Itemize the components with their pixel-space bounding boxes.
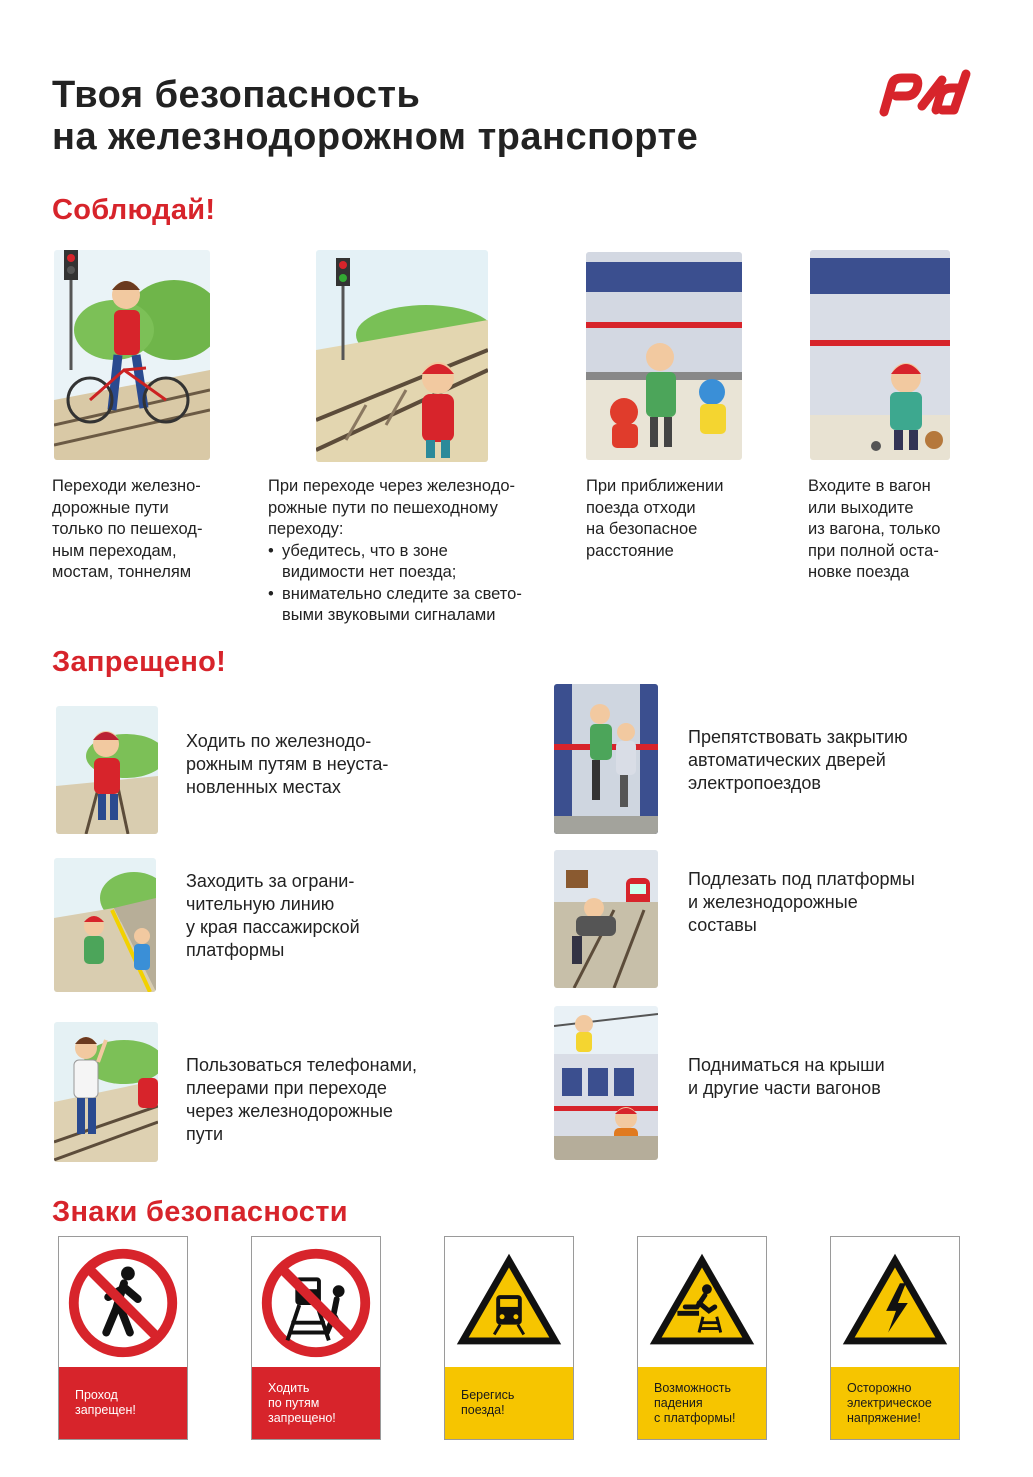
no-pedestrian-icon <box>59 1237 187 1367</box>
page-title <box>52 74 812 158</box>
forbidden-text-2: Препятствовать закрытию автоматических дверей электропоездов <box>688 727 908 793</box>
sign-label-5: Осторожно электрическое напряжение! <box>831 1367 959 1439</box>
observe-caption-2-bullets <box>268 541 564 627</box>
forbidden-text-3: Заходить за ограни- чительную линию у края пассажирской платформы <box>186 871 360 960</box>
forbidden-text-5: Пользоваться телефонами, плеерами при переходе через железнодорожные пути <box>186 1055 418 1144</box>
observe-caption-4 <box>808 476 1008 584</box>
climbing-wagon-roof-illustration <box>554 1006 658 1160</box>
train-warning-icon <box>445 1237 573 1367</box>
forbidden-heading: Запрещено! <box>52 646 227 678</box>
blocking-doors-illustration <box>554 684 658 834</box>
sign-label-4: Возможность падения с платформы! <box>638 1367 766 1439</box>
sign-fall-from-platform <box>637 1236 767 1440</box>
forbidden-text-4: Подлезать под платформы и железнодорожные составы <box>688 869 915 935</box>
observe-caption-1 <box>52 476 252 584</box>
title-line-2: на железнодорожном транспорте <box>52 116 699 158</box>
observe-caption-2-intro: При переходе через железнодо- рожные пути по пешеходному переходу: <box>268 477 516 538</box>
rzd-logo-icon <box>876 66 976 120</box>
observe-caption-2 <box>268 476 564 627</box>
sign-label-3: Берегись поезда! <box>445 1367 573 1439</box>
observe-caption-2-bullet-1: • убедитесь, что в зоне видимости нет поезда; <box>268 541 564 584</box>
signs-heading: Знаки безопасности <box>52 1196 348 1228</box>
title-line-1: Твоя безопасность <box>52 74 421 116</box>
children-at-platform-illustration <box>586 252 742 460</box>
sign-label-2: Ходить по путям запрещено! <box>252 1367 380 1439</box>
observe-caption-2-bullet-2: • внимательно следите за свето- выми звуковыми сигналами <box>268 584 564 627</box>
sign-train-warning <box>444 1236 574 1440</box>
sign-high-voltage <box>830 1236 960 1440</box>
observe-caption-3 <box>586 476 786 562</box>
forbidden-text-6: Подниматься на крыши и другие части вагонов <box>688 1055 885 1098</box>
observe-caption-3-text: При приближении поезда отходи на безопасное расстояние <box>586 477 724 560</box>
boy-on-tracks-illustration <box>56 706 158 834</box>
boy-bicycle-crossing-illustration <box>54 250 210 460</box>
high-voltage-warning-icon <box>831 1237 959 1367</box>
observe-caption-1-text: Переходи железно- дорожные пути только по пешеход- ным переходам, мостам, тоннелям <box>52 477 203 581</box>
sign-no-pedestrian <box>58 1236 188 1440</box>
forbidden-text-1: Ходить по железнодо- рожным путям в неуста- новленных местах <box>186 731 389 797</box>
observe-heading: Соблюдай! <box>52 194 216 226</box>
child-near-train-illustration <box>810 250 950 460</box>
fall-from-platform-warning-icon <box>638 1237 766 1367</box>
observe-caption-4-text: Входите в вагон или выходите из вагона, только при полной оста- новке поезда <box>808 477 941 581</box>
sign-label-1: Проход запрещен! <box>59 1367 187 1439</box>
platform-edge-illustration <box>54 858 156 992</box>
phone-while-crossing-illustration <box>54 1022 158 1162</box>
crawling-under-platform-illustration <box>554 850 658 988</box>
child-at-railway-crossing-illustration <box>316 250 488 462</box>
no-walking-on-tracks-icon <box>252 1237 380 1367</box>
sign-no-walking-on-tracks <box>251 1236 381 1440</box>
